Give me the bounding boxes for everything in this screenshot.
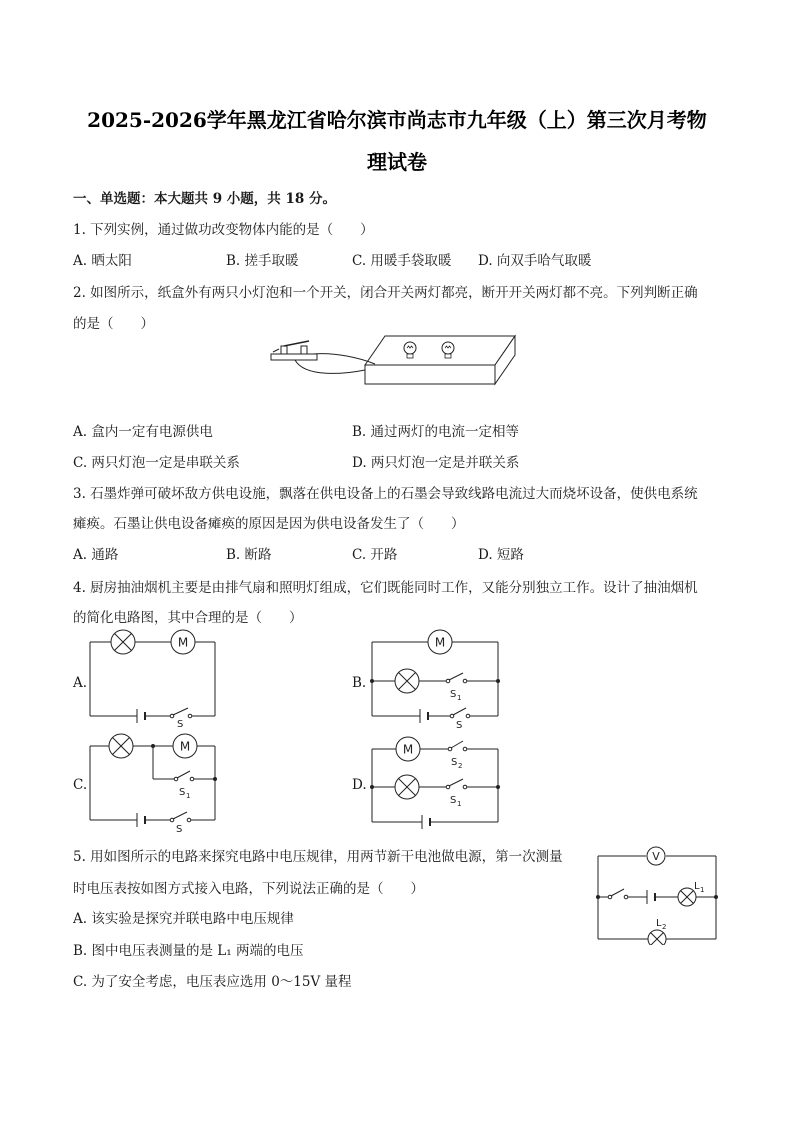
motor-icon <box>428 630 452 654</box>
q5-option-c: C. 为了安全考虑，电压表应选用 0～15V 量程 <box>73 974 352 990</box>
q1-option-b: B. 搓手取暖 <box>226 253 299 269</box>
q4-option-b-label: B. <box>352 675 367 691</box>
lamp2-label: L <box>656 918 662 929</box>
lamp-icon <box>648 930 666 945</box>
switch-icon <box>446 673 467 683</box>
q4-circuit-a <box>85 628 225 728</box>
q3-stem-line2: 瘫痪。石墨让供电设备瘫痪的原因是因为供电设备发生了（ ） <box>73 516 465 532</box>
q4-stem-line2: 的简化电路图，其中合理的是（ ） <box>73 610 303 626</box>
q2-option-d: D. 两只灯泡一定是并联关系 <box>352 455 520 471</box>
switch-s1-subscript: 1 <box>186 792 191 800</box>
q4-option-c-label: C. <box>73 777 88 793</box>
q2-stem-line2: 的是（ ） <box>73 316 154 332</box>
switch-s1-label: S <box>179 787 186 798</box>
q2-option-c: C. 两只灯泡一定是串联关系 <box>73 455 240 471</box>
switch-label: S <box>176 824 183 834</box>
lamp1-label: L <box>694 881 700 892</box>
q5-option-a: A. 该实验是探究并联电路中电压规律 <box>73 911 294 927</box>
lamp-icon <box>111 630 135 654</box>
q1-option-a: A. 晒太阳 <box>73 253 132 269</box>
battery-icon <box>137 709 145 723</box>
switch-label: S <box>456 720 463 730</box>
switch-s1-subscript: 1 <box>457 800 462 808</box>
q4-circuit-c <box>85 732 225 834</box>
motor-symbol: M <box>434 635 446 650</box>
switch-label: S <box>177 719 184 728</box>
q3-option-a: A. 通路 <box>73 547 119 563</box>
q3-option-d: D. 短路 <box>478 547 524 563</box>
lamp-icon <box>395 669 419 693</box>
q5-stem-line2: 时电压表按如图方式接入电路，下列说法正确的是（ ） <box>73 881 424 897</box>
q2-option-a: A. 盒内一定有电源供电 <box>73 424 213 440</box>
switch-icon <box>271 341 317 360</box>
q5-stem-line1: 5. 用如图所示的电路来探究电路中电压规律，用两节新干电池做电源，第一次测量 <box>73 849 563 865</box>
switch-s1-label: S <box>450 689 457 700</box>
motor-symbol: M <box>179 739 191 754</box>
q3-option-c: C. 开路 <box>352 547 398 563</box>
battery-icon <box>422 815 430 829</box>
voltmeter-symbol: V <box>652 850 660 863</box>
q2-stem-line1: 2. 如图所示，纸盒外有两只小灯泡和一个开关，闭合开关两灯都亮，断开开关两灯都不亮。下列判断正确 <box>73 285 698 301</box>
q4-option-a-label: A. <box>73 675 88 691</box>
q4-stem-line1: 4. 厨房抽油烟机主要是由排气扇和照明灯组成，它们既能同时工作，又能分别独立工作。设计了抽油烟机 <box>73 580 698 596</box>
q4-option-d-label: D. <box>352 777 367 793</box>
switch-icon <box>174 771 194 781</box>
box-front <box>365 365 495 384</box>
q3-stem-line1: 3. 石墨炸弹可破坏敌方供电设施，飘落在供电设备上的石墨会导致线路电流过大而烧坏设备，使供电系统 <box>73 486 698 502</box>
motor-symbol: M <box>402 742 414 757</box>
motor-icon <box>171 630 195 654</box>
wire <box>295 360 365 373</box>
switch-icon <box>608 889 628 899</box>
switch-icon <box>448 741 467 751</box>
motor-icon <box>396 737 420 761</box>
exam-title-line1: 2025-2026学年黑龙江省哈尔滨市尚志市九年级（上）第三次月考物 <box>87 108 707 132</box>
exam-title-line2: 理试卷 <box>367 150 427 174</box>
battery-icon <box>137 813 145 827</box>
q2-option-b: B. 通过两灯的电流一定相等 <box>352 424 520 440</box>
q4-circuit-d <box>365 732 505 834</box>
switch-icon <box>450 708 470 718</box>
voltmeter-icon <box>647 847 665 865</box>
wire <box>313 354 375 364</box>
switch-icon <box>446 779 467 789</box>
switch-icon <box>170 812 191 822</box>
lamp-icon <box>395 775 419 799</box>
lamp1-subscript: 1 <box>700 886 705 894</box>
switch-s2-label: S <box>451 757 458 768</box>
battery-icon <box>647 890 655 904</box>
q5-option-b: B. 图中电压表测量的是 L₁ 两端的电压 <box>73 943 304 959</box>
q1-option-c: C. 用暖手袋取暖 <box>352 253 452 269</box>
lamp-icon <box>109 734 133 758</box>
box-top <box>365 336 515 365</box>
switch-icon <box>170 708 192 718</box>
q1-stem: 1. 下列实例，通过做功改变物体内能的是（ ） <box>73 222 374 238</box>
switch-s1-subscript: 1 <box>457 694 462 702</box>
q3-option-b: B. 断路 <box>226 547 272 563</box>
q1-option-d: D. 向双手哈气取暖 <box>478 253 592 269</box>
battery-icon <box>420 709 428 723</box>
switch-s1-label: S <box>450 795 457 806</box>
q4-circuit-b <box>365 628 505 730</box>
motor-symbol: M <box>177 635 189 650</box>
lamp2-subscript: 2 <box>662 923 667 931</box>
q2-box-figure <box>265 330 525 390</box>
section-heading: 一、单选题：本大题共 9 小题，共 18 分。 <box>73 191 336 207</box>
q5-circuit <box>590 843 725 945</box>
switch-s2-subscript: 2 <box>458 762 463 770</box>
motor-icon <box>173 734 197 758</box>
